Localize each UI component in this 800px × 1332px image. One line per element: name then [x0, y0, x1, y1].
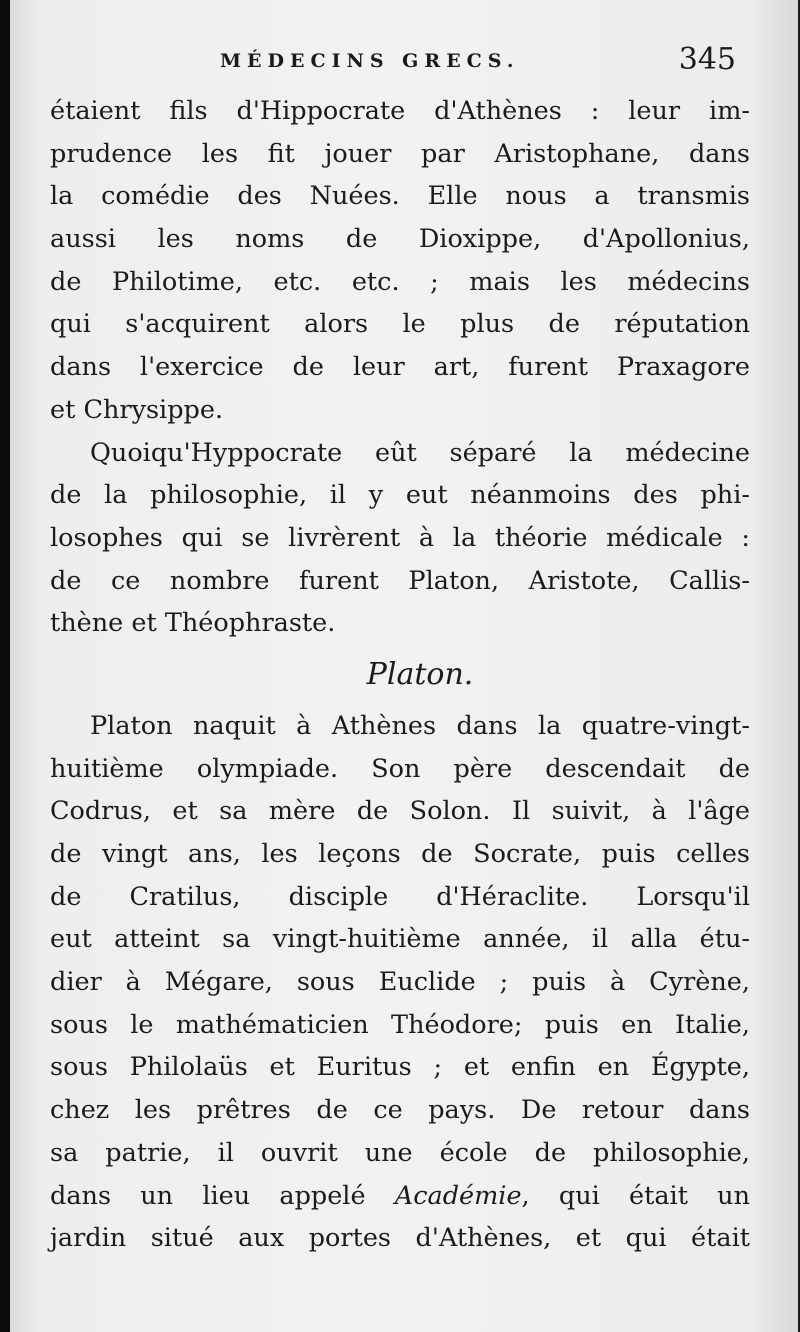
text-line: qui s'acquirent alors le plus de réputation: [50, 309, 750, 340]
academie-before: dans un lieu appelé: [50, 1180, 366, 1211]
page-header: [10, 42, 798, 82]
text-line: sous le mathématicien Théodore; puis en Italie,: [50, 1009, 750, 1040]
academie-italic: Académie: [394, 1180, 522, 1211]
paragraph-1: [50, 90, 750, 432]
page-number: 345: [678, 42, 736, 77]
running-title: MÉDECINS GRECS.: [220, 50, 520, 72]
text-line: huitième olympiade. Son père descendait de: [50, 753, 750, 784]
text-line: de ce nombre furent Platon, Aristote, Callis-: [50, 565, 750, 596]
text-line: chez les prêtres de ce pays. De retour dans: [50, 1095, 750, 1126]
text-line: Quoiqu'Hyppocrate eût séparé la médecine: [90, 437, 750, 468]
paragraph-platon: [50, 705, 750, 1260]
text-line: dier à Mégare, sous Euclide ; puis à Cyrène,: [50, 967, 750, 998]
text-line: de la philosophie, il y eut néanmoins des phi-: [50, 480, 750, 511]
text-line: prudence les fit jouer par Aristophane, dans: [50, 138, 750, 169]
text-line: losophes qui se livrèrent à la théorie médicale :: [50, 522, 750, 553]
text-line: de Cratilus, disciple d'Héraclite. Lorsqu'il: [50, 881, 750, 912]
text-line: la comédie des Nuées. Elle nous a transmis: [50, 181, 750, 212]
text-line: dans l'exercice de leur art, furent Praxagore: [50, 352, 750, 383]
text-line-academie: [50, 1175, 750, 1218]
book-page: [10, 0, 798, 1332]
text-line: thène et Théophraste.: [50, 608, 336, 639]
book-spine-shadow: [0, 0, 10, 1332]
section-title: Platon.: [366, 656, 474, 692]
text-line: aussi les noms de Dioxippe, d'Apollonius,: [50, 224, 750, 255]
text-line: sous Philolaüs et Euritus ; et enfin en Égypte,: [50, 1052, 750, 1083]
text-line: jardin situé aux portes d'Athènes, et qui était: [50, 1223, 750, 1254]
paragraph-2: [50, 432, 750, 645]
text-line: Platon naquit à Athènes dans la quatre-vingt-: [90, 710, 750, 741]
page-body: [50, 90, 750, 1260]
text-line: étaient fils d'Hippocrate d'Athènes : leur im-: [50, 96, 750, 126]
academie-after: , qui était un: [521, 1180, 751, 1211]
text-line: de vingt ans, les leçons de Socrate, puis celles: [50, 839, 750, 869]
text-line: sa patrie, il ouvrit une école de philosophie,: [50, 1137, 750, 1168]
text-line: de Philotime, etc. etc. ; mais les médecins: [50, 266, 750, 297]
text-line: eut atteint sa vingt-huitième année, il alla étu-: [50, 924, 750, 955]
text-line: Codrus, et sa mère de Solon. Il suivit, à l'âge: [50, 796, 750, 827]
text-line: et Chrysippe.: [50, 394, 224, 425]
